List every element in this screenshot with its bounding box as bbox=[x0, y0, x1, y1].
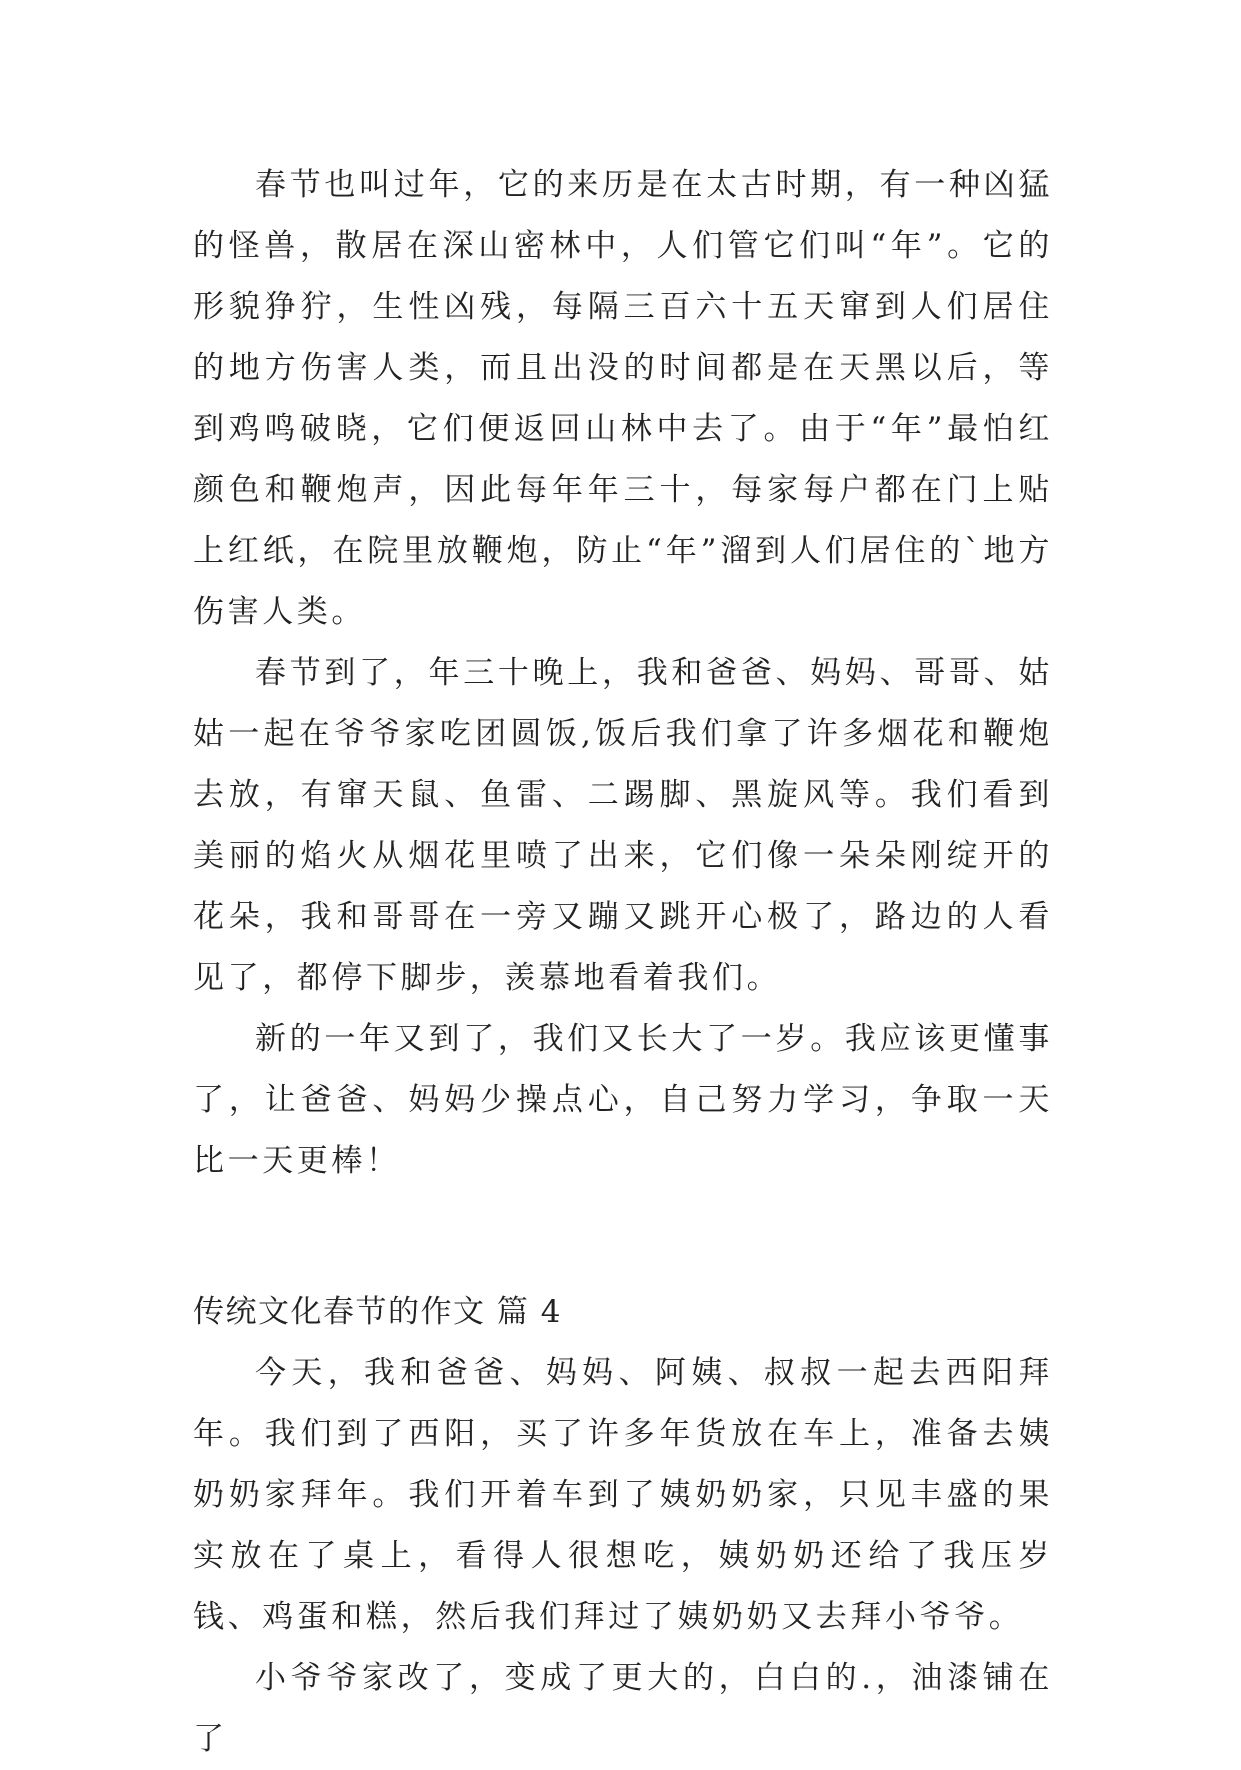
paragraph-new-year-eve: 春节到了，年三十晚上，我和爸爸、妈妈、哥哥、姑姑一起在爷爷家吃团圆饭,饭后我们拿了许多烟花和鞭炮去放，有窜天鼠、鱼雷、二踢脚、黑旋风等。我们看到美丽的焰火从烟花里喷了出来，它们像一朵朵刚绽开的花朵，我和哥哥在一旁又蹦又跳开心极了，路边的人看见了，都停下脚步，羡慕地看着我们。 bbox=[193, 655, 1053, 996]
paragraph-xiyang-visit: 今天，我和爸爸、妈妈、阿姨、叔叔一起去西阳拜年。我们到了西阳，买了许多年货放在车上，准备去姨奶奶家拜年。我们开着车到了姨奶奶家，只见丰盛的果实放在了桌上，看得人很想吃，姨奶奶还给了我压岁钱、鸡蛋和糕，然后我们拜过了姨奶奶又去拜小爷爷。 bbox=[193, 1355, 1053, 1635]
paragraph-new-year-resolution: 新的一年又到了，我们又长大了一岁。我应该更懂事了，让爸爸、妈妈少操点心，自己努力学习，争取一天比一天更棒！ bbox=[193, 1021, 1053, 1179]
section-heading: 传统文化春节的作文 篇 4 bbox=[193, 1294, 562, 1330]
paragraph-nian-legend: 春节也叫过年，它的来历是在太古时期，有一种凶猛的怪兽，散居在深山密林中，人们管它们叫“年”。它的形貌狰狞，生性凶残，每隔三百六十五天窜到人们居住的地方伤害人类，而且出没的时间都是在天黑以后，等到鸡鸣破晓，它们便返回山林中去了。由于“年”最怕红颜色和鞭炮声，因此每年年三十，每家每户都在门上贴上红纸，在院里放鞭炮，防止“年”溜到人们居住的`地方伤害人类。 bbox=[193, 167, 1053, 630]
document-body bbox=[193, 155, 1053, 1770]
paragraph-grand-uncle-house: 小爷爷家改了，变成了更大的，白白的.，油漆铺在了 bbox=[193, 1660, 1053, 1757]
